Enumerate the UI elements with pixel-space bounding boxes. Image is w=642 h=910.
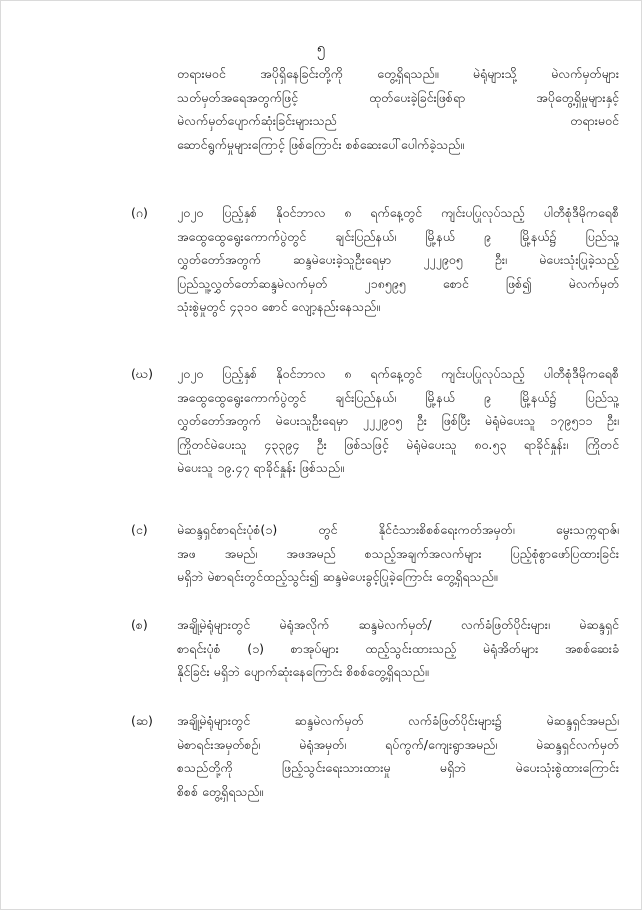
paragraph-line: လွှတ်တော်အတွက် မဲပေးသူဦးရေမှာ ၂၂၂၉၀၅ ဦး ဖြစ်ပြီး မဲရုံမဲပေးသူ ၁၇၉၅၁၁ ဦး၊ [177, 413, 619, 428]
paragraph-line: တရားမဝင် အပိုရှိနေခြင်းတို့ကို တွေ့ရှိရသည်။ မဲရုံများသို့ မဲလက်မှတ်များ [177, 66, 619, 81]
paragraph-line: နိုင်ခြင်း မရှိဘဲ ပျောက်ဆုံးနေကြောင်း စိစစ်တွေ့ရှိရသည်။ [177, 664, 429, 679]
item-marker: (ဆ) [131, 713, 153, 728]
paragraph-line: ကြိုတင်မဲပေးသူ ၄၃၃၉၄ ဦး ဖြစ်သဖြင့် မဲရုံမဲပေးသူ ၈၀.၅၃ ရာခိုင်နှုန်း၊ ကြိုတင် [177, 436, 619, 452]
list-item-hsa [1, 709, 641, 803]
paragraph-line: လွှတ်တော်အတွက် ဆန္ဒမဲပေးခဲ့သူဦးရေမှာ ၂၂၂၉၀၅ ဦး၊ မဲပေးသုံးပြုခဲ့သည့် [177, 252, 619, 267]
intro-paragraph [177, 62, 619, 156]
item-marker: (ဂ) [131, 205, 148, 220]
paragraph-line: အထွေထွေရွေးကောက်ပွဲတွင် ချင်းပြည်နယ်၊ မြို့နယ် ၉ မြို့နယ်၌ ပြည်သူ့ [177, 228, 619, 244]
paragraph-line: အချို့မဲရုံများတွင် ဆန္ဒမဲလက်မှတ် လက်ခံဖြတ်ပိုင်းများ၌ မဲဆန္ဒရှင်အမည်၊ [177, 713, 619, 728]
list-item-gha [1, 362, 641, 480]
list-item-nga [1, 518, 641, 589]
paragraph-line: ပြည်သူ့လွှတ်တော်ဆန္ဒမဲလက်မှတ် ၂၁၈၅၉၅ စောင် ဖြစ်၍ မဲလက်မှတ် [177, 275, 619, 291]
paragraph-line: မရှိဘဲ မဲစာရင်းတွင်ထည့်သွင်း၍ ဆန္ဒမဲပေးခွင့်ပြုခဲ့ကြောင်း တွေ့ရှိရသည်။ [177, 569, 498, 584]
paragraph-line: မဲဆန္ဒရှင်စာရင်းပုံစံ(၁) တွင် နိုင်ငံသားစိစစ်ရေးကတ်အမှတ်၊ မွေးသက္ကရာဇ်၊ [177, 522, 619, 537]
list-item-sa [1, 613, 641, 684]
paragraph-line: အထွေထွေရွေးကောက်ပွဲတွင် ချင်းပြည်နယ်၊ မြို့နယ် ၉ မြို့နယ်၌ ပြည်သူ့ [177, 389, 619, 405]
page-number: ၅ [316, 39, 326, 57]
paragraph-line: စာရင်းပုံစံ (၁) စာအုပ်များ ထည့်သွင်းထားသည့် မဲရုံအိတ်များ အစစ်ဆေးခံ [177, 640, 619, 656]
paragraph-line: သတ်မှတ်အရေအတွက်ဖြင့် ထုတ်ပေးခဲ့ခြင်းဖြစ်ရာ အပိုတွေ့ရှိမှုများနှင့် [177, 89, 619, 105]
item-marker: (ဃ) [131, 366, 153, 381]
paragraph-line: ၂၀၂၀ ပြည့်နှစ် နိုဝင်ဘာလ ၈ ရက်နေ့တွင် ကျင်းပပြုလုပ်သည့် ပါတီစုံဒီမိုကရေစီ [177, 366, 619, 381]
paragraph-line: ဆောင်ရွက်မှုများကြောင့် ဖြစ်ကြောင်း စစ်ဆေးပေါ်ပေါက်ခဲ့သည်။ [177, 136, 465, 152]
paragraph-line: မဲလက်မှတ်ပျောက်ဆုံးခြင်းများသည် တရားမဝင် [177, 113, 619, 128]
item-marker: (စ) [131, 617, 148, 632]
paragraph-line: အဖ အမည်၊ အဖအမည် စသည့်အချက်အလက်များ ပြည့်စုံစွာဖော်ပြထားခြင်း [177, 545, 619, 561]
paragraph-line: စိစစ် တွေ့ရှိရသည်။ [177, 783, 264, 799]
paragraph-line: မဲပေးသူ ၁၉.၄၇ ရာခိုင်နှုန်း ဖြစ်သည်။ [177, 460, 344, 475]
paragraph-line: သုံးစွဲမှုတွင် ၄၃၁၀ စောင် လျော့နည်းနေသည်။ [177, 299, 381, 314]
list-item-ga [1, 201, 641, 319]
item-paragraph [177, 201, 619, 319]
paragraph-line: ၂၀၂၀ ပြည့်နှစ် နိုဝင်ဘာလ ၈ ရက်နေ့တွင် ကျင်းပပြုလုပ်သည့် ပါတီစုံဒီမိုကရေစီ [177, 205, 619, 220]
paragraph-line: မဲစာရင်းအမှတ်စဉ်၊ မဲရုံအမှတ်၊ ရပ်ကွက်/ကျေးရွာအမည်၊ မဲဆန္ဒရှင်လက်မှတ် [177, 736, 619, 752]
item-paragraph [177, 518, 619, 589]
item-marker: (င) [131, 522, 148, 537]
item-paragraph [177, 613, 619, 684]
item-paragraph [177, 362, 619, 480]
paragraph-line: စသည်တို့ကို ဖြည့်သွင်းရေးသားထားမှု မရှိဘဲ မဲပေးသုံးစွဲထားကြောင်း [177, 760, 619, 775]
paragraph-line: အချို့မဲရုံများတွင် မဲရုံအလိုက် ဆန္ဒမဲလက်မှတ်/ လက်ခံဖြတ်ပိုင်းများ၊ မဲဆန္ဒရှင် [177, 617, 619, 632]
item-paragraph [177, 709, 619, 803]
